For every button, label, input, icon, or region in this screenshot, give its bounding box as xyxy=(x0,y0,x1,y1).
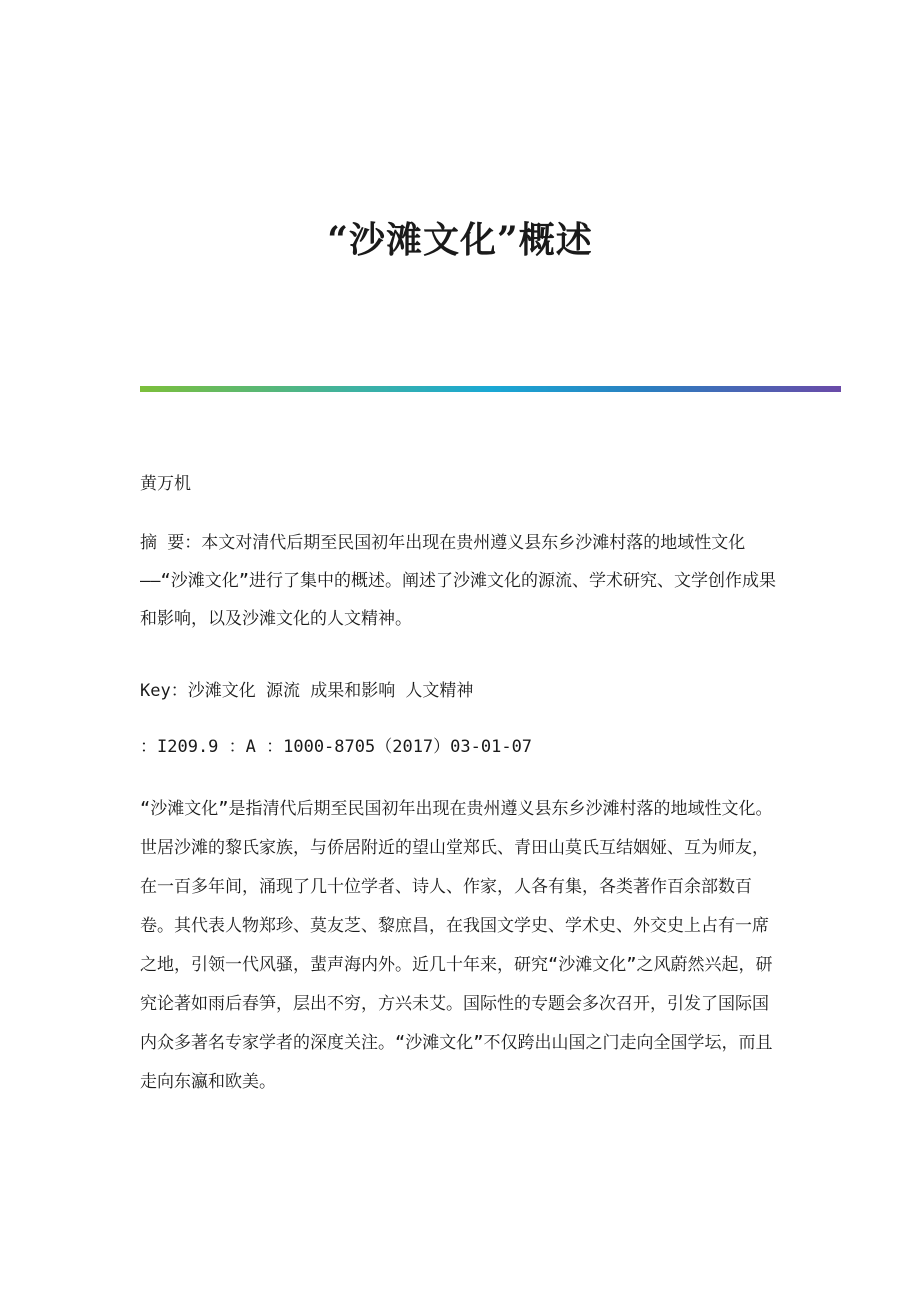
body-paragraph: “沙滩文化”是指清代后期至民国初年出现在贵州遵义县东乡沙滩村落的地域性文化。世居沙滩的黎氏家族，与侨居附近的望山堂郑氏、青田山莫氏互结姻娅、互为师友，在一百多年间，涌现了几十位学者、诗人、作家，人各有集，各类著作百余部数百卷。其代表人物郑珍、莫友芝、黎庶昌，在我国文学史、学术史、外交史上占有一席之地，引领一代风骚，蜚声海内外。近几十年来，研究“沙滩文化”之风蔚然兴起，研究论著如雨后春笋，层出不穷，方兴未艾。国际性的专题会多次召开，引发了国际国内众多著名专家学者的深度关注。“沙滩文化”不仅跨出山国之门走向全国学坛，而且走向东瀛和欧美。 xyxy=(140,799,773,1092)
classification-line: ：I209.9 ：A ：1000-8705（2017）03-01-07 xyxy=(140,737,533,757)
gradient-divider xyxy=(140,386,841,392)
page-title: “沙滩文化”概述 xyxy=(327,219,593,261)
keywords xyxy=(140,677,780,705)
keywords-label: Key： xyxy=(140,681,188,701)
author-name: 黄万机 xyxy=(140,474,191,494)
abstract xyxy=(140,524,780,638)
abstract-label: 摘 要： xyxy=(140,533,202,553)
abstract-text: 本文对清代后期至民国初年出现在贵州遵义县东乡沙滩村落的地域性文化——“沙滩文化”进行了集中的概述。阐述了沙滩文化的源流、学术研究、文学创作成果和影响，以及沙滩文化的人文精神。 xyxy=(140,533,776,629)
keywords-text: 沙滩文化 源流 成果和影响 人文精神 xyxy=(187,681,474,701)
